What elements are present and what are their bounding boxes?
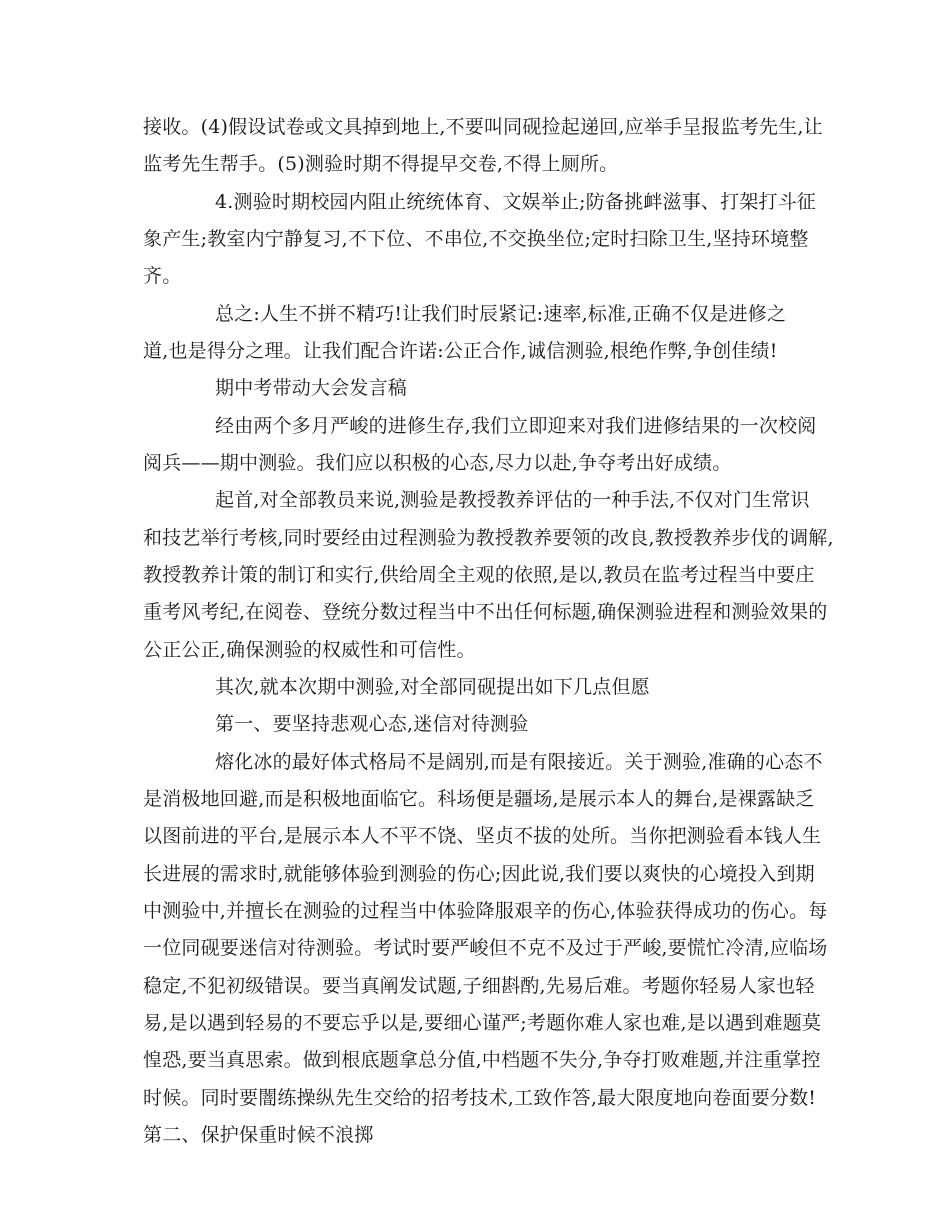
text-line: 重考风考纪,在阅卷、登统分数过程当中不出任何标题,确保测验进程和测验效果的 <box>143 601 828 623</box>
text-line: 道,也是得分之理。让我们配合许诺:公正合作,诚信测验,根绝作弊,争创佳绩! <box>143 340 778 362</box>
text-line: 易,是以遇到轻易的不要忘乎以是,要细心谨严;考题你难人家也难,是以遇到难题莫 <box>143 1012 822 1034</box>
text-line: 接收。(4)假设试卷或文具掉到地上,不要叫同砚捡起递回,应举手呈报监考先生,让 <box>143 116 823 138</box>
text-line: 惶恐,要当真思索。做到根底题拿总分值,中档题不失分,争夺打败难题,并注重掌控 <box>143 1049 821 1071</box>
text-line: 监考先生帮手。(5)测验时期不得提早交卷,不得上厕所。 <box>143 153 619 175</box>
subheading: 第二、保护保重时候不浪掷 <box>143 1124 374 1146</box>
subheading: 第一、要坚持悲观心态,迷信对待测验 <box>215 713 529 735</box>
text-line: 象产生;教室内宁静复习,不下位、不串位,不交换坐位;定时扫除卫生,坚持环境整 <box>143 228 809 250</box>
text-line: 稳定,不犯初级错误。要当真阐发试题,子细斟酌,先易后难。考题你轻易人家也轻 <box>143 975 815 997</box>
text-line: 是消极地回避,而是积极地面临它。科场便是疆场,是展示本人的舞台,是裸露缺乏 <box>143 788 815 810</box>
section-heading: 期中考带动大会发言稿 <box>215 377 408 399</box>
text-line: 时候。同时要闇练操纵先生交给的招考技术,工致作答,最大限度地向卷面要分数! <box>143 1087 817 1109</box>
text-line: 和技艺举行考核,同时要经由过程测验为教授教养要领的改良,教授教养步伐的调解, <box>143 527 834 549</box>
text-line: 齐。 <box>143 265 182 287</box>
text-line: 公正公正,确保测验的权威性和可信性。 <box>143 639 476 661</box>
text-line: 总之:人生不拼不精巧!让我们时辰紧记:速率,标准,正确不仅是进修之 <box>215 303 787 325</box>
text-line: 一位同砚要迷信对待测验。考试时要严峻但不克不及过于严峻,要慌忙冷清,应临场 <box>143 937 828 959</box>
text-line: 以图前进的平台,是展示本人不平不饶、坚贞不拔的处所。当你把测验看本钱人生 <box>143 825 822 847</box>
text-line: 中测验中,并擅长在测验的过程当中体验降服艰辛的伤心,体验获得成功的伤心。每 <box>143 900 828 922</box>
text-line: 阅兵——期中测验。我们应以积极的心态,尽力以赴,争夺考出好成绩。 <box>143 452 732 474</box>
text-line: 4.测验时期校园内阻止统统体育、文娱举止;防备挑衅滋事、打架打斗征 <box>215 191 817 213</box>
text-line: 熔化冰的最好体式格局不是阔别,而是有限接近。关于测验,准确的心态不 <box>215 751 823 773</box>
text-line: 其次,就本次期中测验,对全部同砚提出如下几点但愿 <box>215 676 650 698</box>
text-line: 经由两个多月严峻的进修生存,我们立即迎来对我们进修结果的一次校阅 <box>215 415 817 437</box>
text-line: 教授教养计策的制订和实行,供给周全主观的依照,是以,教员在监考过程当中要庄 <box>143 564 815 586</box>
text-line: 长进展的需求时,就能够体验到测验的伤心;因此说,我们要以爽快的心境投入到期 <box>143 863 815 885</box>
text-line: 起首,对全部教员来说,测验是教授教养评估的一种手法,不仅对门生常识 <box>215 489 810 511</box>
